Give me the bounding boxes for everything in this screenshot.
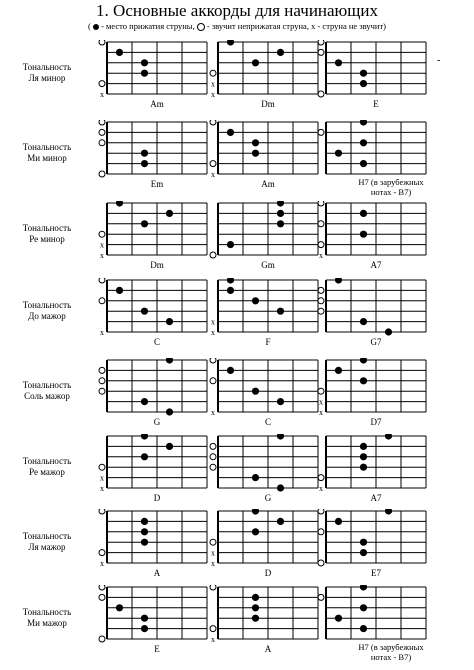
finger-dot bbox=[360, 80, 367, 87]
finger-dot bbox=[360, 318, 367, 325]
finger-dot bbox=[360, 377, 367, 384]
legend-muted-symbol: x bbox=[311, 21, 316, 31]
muted-string-mark: x bbox=[319, 484, 323, 492]
finger-dot bbox=[277, 49, 284, 56]
open-string-icon bbox=[99, 585, 105, 590]
key-label-line: Ля минор bbox=[28, 73, 66, 83]
open-string-icon bbox=[318, 308, 324, 314]
key-label-line: До мажор bbox=[28, 311, 66, 321]
chord-name: F bbox=[265, 337, 271, 347]
muted-string-mark: x bbox=[211, 328, 215, 336]
fretboard bbox=[316, 120, 434, 178]
open-string-icon bbox=[318, 40, 324, 45]
open-string-icon bbox=[99, 171, 105, 177]
open-string-icon bbox=[318, 560, 324, 566]
fretboard bbox=[97, 278, 215, 336]
chord-diagram bbox=[208, 40, 326, 114]
fretboard bbox=[97, 201, 215, 259]
muted-string-mark: x bbox=[100, 251, 104, 259]
finger-dot bbox=[116, 201, 123, 207]
finger-dot bbox=[252, 615, 259, 622]
fretboard bbox=[97, 509, 215, 567]
finger-dot bbox=[141, 160, 148, 167]
muted-string-mark: x bbox=[319, 408, 323, 416]
key-label bbox=[2, 142, 92, 164]
muted-string-mark: x bbox=[211, 559, 215, 567]
finger-dot bbox=[252, 528, 259, 535]
fretboard bbox=[208, 278, 326, 336]
finger-dot bbox=[166, 408, 173, 415]
finger-dot bbox=[141, 434, 148, 440]
open-string-icon bbox=[318, 242, 324, 248]
key-label bbox=[2, 223, 92, 245]
finger-dot bbox=[335, 59, 342, 66]
fretboard bbox=[316, 585, 434, 643]
finger-dot bbox=[277, 210, 284, 217]
chord-name: H7 (в зарубежных нотах - B7) bbox=[358, 642, 424, 662]
finger-dot bbox=[141, 518, 148, 525]
muted-string-mark: x bbox=[100, 484, 104, 492]
key-label-line: Тональность bbox=[22, 300, 72, 310]
finger-dot bbox=[227, 129, 234, 136]
muted-string-mark: x bbox=[100, 240, 104, 250]
chord-name: D bbox=[264, 568, 272, 578]
chord-name: A bbox=[264, 644, 272, 654]
chord-name: C bbox=[153, 337, 160, 347]
open-string-icon bbox=[318, 594, 324, 600]
finger-dot bbox=[360, 70, 367, 77]
finger-dot bbox=[360, 358, 367, 364]
key-label-line: Тональность bbox=[22, 456, 72, 466]
fretboard bbox=[97, 358, 215, 416]
open-string-icon bbox=[99, 298, 105, 304]
finger-dot bbox=[227, 367, 234, 374]
muted-string-mark: x bbox=[100, 328, 104, 336]
open-string-icon bbox=[318, 91, 324, 97]
muted-string-mark: x bbox=[100, 90, 104, 98]
chord-diagram bbox=[316, 40, 434, 114]
finger-dot bbox=[252, 139, 259, 146]
fretboard bbox=[208, 434, 326, 492]
chord-diagram bbox=[97, 278, 215, 352]
finger-dot bbox=[141, 539, 148, 546]
finger-dot bbox=[335, 367, 342, 374]
finger-dot bbox=[385, 328, 392, 335]
chord-name: A7 bbox=[370, 493, 382, 503]
open-string-icon bbox=[99, 367, 105, 373]
open-string-icon bbox=[318, 388, 324, 394]
key-label-line: Тональность bbox=[22, 142, 72, 152]
finger-dot bbox=[335, 150, 342, 157]
open-string-icon bbox=[99, 464, 105, 470]
finger-dot bbox=[360, 539, 367, 546]
open-string-icon bbox=[318, 529, 324, 535]
finger-dot bbox=[166, 210, 173, 217]
chord-name: Dm bbox=[261, 99, 275, 109]
fretboard bbox=[97, 434, 215, 492]
chord-name: A bbox=[153, 568, 161, 578]
chord-name: Dm bbox=[150, 260, 164, 270]
finger-dot bbox=[277, 518, 284, 525]
muted-string-mark: x bbox=[100, 559, 104, 567]
finger-dot bbox=[227, 278, 234, 284]
chord-diagram bbox=[97, 358, 215, 432]
open-string-icon bbox=[99, 378, 105, 384]
finger-dot bbox=[141, 625, 148, 632]
legend-muted: - струна не звучит) bbox=[315, 21, 386, 31]
open-string-icon bbox=[318, 201, 324, 206]
fretboard bbox=[316, 358, 434, 416]
chord-diagram bbox=[316, 120, 434, 197]
open-string-icon bbox=[210, 585, 216, 590]
finger-dot bbox=[385, 509, 392, 515]
legend-open: - звучит неприжатая струна, bbox=[204, 21, 312, 31]
finger-dot bbox=[277, 308, 284, 315]
chord-name: H7 (в зарубежных нотах - B7) bbox=[358, 177, 424, 197]
muted-string-mark: x bbox=[211, 408, 215, 416]
key-label bbox=[2, 300, 92, 322]
finger-dot bbox=[360, 453, 367, 460]
finger-dot bbox=[360, 231, 367, 238]
finger-dot bbox=[227, 241, 234, 248]
open-string-icon bbox=[318, 221, 324, 227]
open-string-icon bbox=[318, 49, 324, 55]
chord-diagram bbox=[208, 358, 326, 432]
chord-diagram bbox=[316, 358, 434, 432]
key-label-line: Тональность bbox=[22, 607, 72, 617]
finger-dot bbox=[360, 210, 367, 217]
finger-dot bbox=[252, 59, 259, 66]
finger-dot bbox=[360, 139, 367, 146]
open-string-icon bbox=[99, 550, 105, 556]
finger-dot bbox=[252, 297, 259, 304]
open-string-icon bbox=[99, 509, 105, 514]
finger-dot bbox=[385, 434, 392, 440]
fretboard bbox=[208, 40, 326, 98]
finger-dot bbox=[141, 308, 148, 315]
muted-string-mark: x bbox=[211, 170, 215, 178]
finger-dot bbox=[277, 398, 284, 405]
chord-diagram bbox=[316, 434, 434, 508]
chord-name: G7 bbox=[370, 337, 382, 347]
legend bbox=[0, 21, 474, 32]
chord-name: A7 bbox=[370, 260, 382, 270]
chord-name: Em bbox=[150, 179, 164, 189]
chord-name: E bbox=[373, 99, 379, 109]
finger-dot bbox=[141, 453, 148, 460]
open-string-icon bbox=[99, 81, 105, 87]
finger-dot bbox=[116, 49, 123, 56]
finger-dot bbox=[360, 585, 367, 591]
finger-dot bbox=[277, 434, 284, 440]
open-string-icon bbox=[318, 475, 324, 481]
open-string-icon bbox=[210, 454, 216, 460]
open-string-icon bbox=[210, 464, 216, 470]
stray-mark: - bbox=[437, 55, 441, 66]
finger-dot bbox=[335, 615, 342, 622]
finger-dot bbox=[252, 388, 259, 395]
finger-dot bbox=[360, 625, 367, 632]
finger-dot bbox=[252, 150, 259, 157]
open-string-icon bbox=[210, 443, 216, 449]
fretboard bbox=[97, 120, 215, 178]
finger-dot bbox=[252, 474, 259, 481]
finger-dot bbox=[360, 604, 367, 611]
chord-diagram bbox=[97, 120, 215, 194]
open-string-icon bbox=[318, 298, 324, 304]
key-label bbox=[2, 456, 92, 478]
legend-pressed: - место прижатия струны, bbox=[98, 21, 197, 31]
key-label-line: Тональность bbox=[22, 223, 72, 233]
open-string-icon bbox=[318, 287, 324, 293]
muted-string-mark: x bbox=[100, 473, 104, 483]
chord-diagram bbox=[97, 434, 215, 508]
page-title: 1. Основные аккорды для начинающих bbox=[96, 1, 378, 20]
open-string-icon bbox=[99, 140, 105, 146]
chord-name: C bbox=[264, 417, 271, 427]
finger-dot bbox=[360, 464, 367, 471]
finger-dot bbox=[141, 615, 148, 622]
chord-name: Gm bbox=[261, 260, 275, 270]
chord-name: D7 bbox=[370, 417, 382, 427]
key-label-line: Тональность bbox=[22, 62, 72, 72]
finger-dot bbox=[141, 398, 148, 405]
finger-dot bbox=[141, 220, 148, 227]
muted-string-mark: x bbox=[211, 90, 215, 98]
finger-dot bbox=[166, 358, 173, 364]
finger-dot bbox=[252, 604, 259, 611]
key-label bbox=[2, 607, 92, 629]
finger-dot bbox=[227, 287, 234, 294]
chord-diagram bbox=[316, 201, 434, 275]
chord-diagram bbox=[97, 585, 215, 659]
key-label-line: Тональность bbox=[22, 380, 72, 390]
chord-name: Am bbox=[150, 99, 164, 109]
chord-name: Am bbox=[261, 179, 275, 189]
finger-dot bbox=[116, 604, 123, 611]
key-label-line: Ля мажор bbox=[28, 542, 66, 552]
chord-diagram bbox=[97, 509, 215, 583]
muted-string-mark: x bbox=[211, 79, 215, 89]
finger-dot bbox=[166, 318, 173, 325]
key-label-line: Ре минор bbox=[29, 234, 65, 244]
open-string-icon bbox=[197, 23, 205, 31]
finger-dot bbox=[141, 70, 148, 77]
muted-string-mark: x bbox=[319, 251, 323, 259]
key-label-line: Соль мажор bbox=[24, 391, 70, 401]
open-string-icon bbox=[99, 129, 105, 135]
finger-dot bbox=[227, 40, 234, 46]
open-string-icon bbox=[210, 378, 216, 384]
finger-dot bbox=[335, 518, 342, 525]
finger-dot bbox=[116, 287, 123, 294]
chord-name: E7 bbox=[371, 568, 381, 578]
fretboard bbox=[208, 509, 326, 567]
chord-diagram bbox=[97, 201, 215, 275]
legend-paren: ( bbox=[88, 21, 91, 31]
finger-dot bbox=[360, 443, 367, 450]
chord-diagram bbox=[316, 278, 434, 352]
open-string-icon bbox=[210, 120, 216, 125]
fretboard bbox=[208, 585, 326, 643]
chord-name: D bbox=[153, 493, 161, 503]
finger-dot bbox=[141, 59, 148, 66]
finger-dot bbox=[277, 220, 284, 227]
finger-dot bbox=[252, 594, 259, 601]
key-label-line: Ре мажор bbox=[29, 467, 65, 477]
open-string-icon bbox=[99, 388, 105, 394]
finger-dot bbox=[335, 278, 342, 284]
fretboard bbox=[97, 40, 215, 98]
muted-string-mark: x bbox=[211, 317, 215, 327]
open-string-icon bbox=[99, 231, 105, 237]
open-string-icon bbox=[99, 120, 105, 125]
key-label bbox=[2, 62, 92, 84]
open-string-icon bbox=[210, 539, 216, 545]
open-string-icon bbox=[318, 509, 324, 514]
open-string-icon bbox=[210, 161, 216, 167]
chord-diagram bbox=[208, 201, 326, 275]
open-string-icon bbox=[210, 252, 216, 258]
chord-diagram bbox=[208, 585, 326, 659]
finger-dot bbox=[141, 150, 148, 157]
fretboard bbox=[316, 40, 434, 98]
muted-string-mark: x bbox=[211, 635, 215, 643]
chord-name: E bbox=[154, 644, 160, 654]
key-label bbox=[2, 531, 92, 553]
finger-dot bbox=[166, 443, 173, 450]
finger-dot bbox=[252, 509, 259, 515]
fretboard bbox=[208, 120, 326, 178]
fretboard bbox=[316, 201, 434, 259]
chord-diagram bbox=[208, 509, 326, 583]
chord-name: G bbox=[153, 417, 161, 427]
muted-string-mark: x bbox=[319, 397, 323, 407]
open-string-icon bbox=[318, 129, 324, 135]
open-string-icon bbox=[210, 70, 216, 76]
chord-diagram bbox=[316, 585, 434, 662]
muted-string-mark: x bbox=[211, 548, 215, 558]
key-label-line: Тональность bbox=[22, 531, 72, 541]
fretboard bbox=[97, 585, 215, 643]
fretboard bbox=[208, 201, 326, 259]
chord-name: G bbox=[264, 493, 272, 503]
finger-dot bbox=[360, 549, 367, 556]
finger-dot bbox=[277, 484, 284, 491]
open-string-icon bbox=[99, 278, 105, 283]
chord-diagram bbox=[208, 120, 326, 194]
finger-dot bbox=[360, 160, 367, 167]
key-label-line: Ми минор bbox=[27, 153, 67, 163]
fretboard bbox=[316, 278, 434, 336]
open-string-icon bbox=[210, 358, 216, 363]
open-string-icon bbox=[210, 626, 216, 632]
chord-diagram bbox=[208, 278, 326, 352]
open-string-icon bbox=[99, 636, 105, 642]
fretboard bbox=[208, 358, 326, 416]
open-string-icon bbox=[99, 40, 105, 45]
fretboard bbox=[316, 509, 434, 567]
finger-dot bbox=[277, 201, 284, 207]
chord-diagram bbox=[316, 509, 434, 583]
fretboard bbox=[316, 434, 434, 492]
finger-dot bbox=[360, 120, 367, 126]
key-label bbox=[2, 380, 92, 402]
key-label-line: Ми мажор bbox=[27, 618, 67, 628]
chord-diagram bbox=[97, 40, 215, 114]
open-string-icon bbox=[99, 594, 105, 600]
chord-diagram bbox=[208, 434, 326, 508]
finger-dot bbox=[141, 528, 148, 535]
